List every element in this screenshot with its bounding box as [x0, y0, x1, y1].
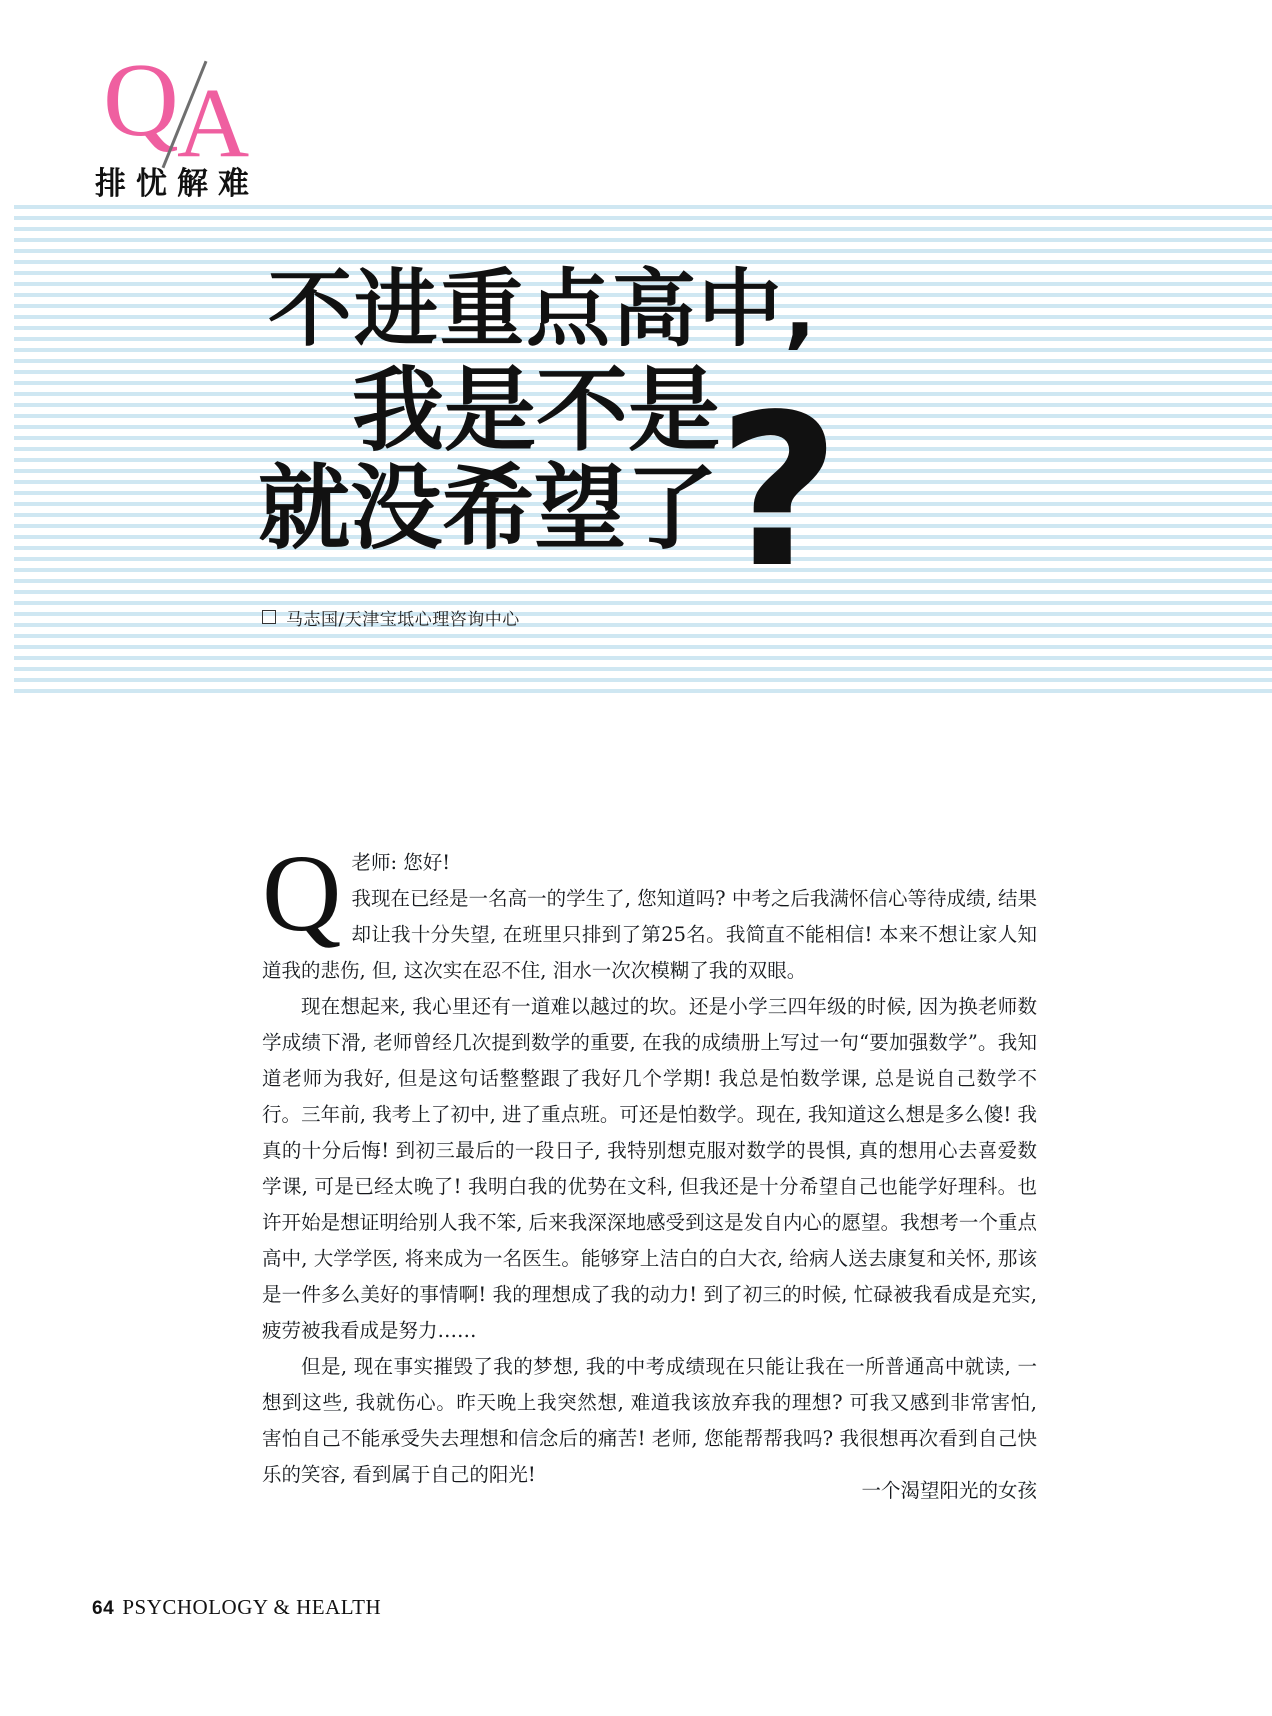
byline-text: 马志国/天津宝坻心理咨询中心	[286, 610, 520, 630]
logo-letter-q: Q	[103, 41, 177, 158]
square-bullet-icon	[262, 610, 276, 624]
drop-cap-q: Q	[262, 832, 342, 954]
headline-block	[0, 205, 1272, 695]
striped-banner	[0, 205, 1272, 695]
paragraph-2: 现在想起来, 我心里还有一道难以越过的坎。还是小学三四年级的时候, 因为换老师数学成绩下滑, 老师曾经几次提到数学的重要, 在我的成绩册上写过一句“要加强数学”。我知道老师为我好, 但是这句话整整跟了我好几个学期! 我总是怕数学课, 总是说自己数学不行。三年前, 我考上了初中, 进了重点班。可还是怕数学。现在, 我知道这么想是多么傻! 我真的十分后悔! 到初三最后的一段日子, 我特别想克服对数学的畏惧, 真的想用心去喜爱数学课, 可是已经太晚了! 我明白我的优势在文科, 但我还是十分希望自己也能学好理科。也许开始是想证明给别人我不笨, 后来我深深地感受到这是发自内心的愿望。我想考一个重点高中, 大学学医, 将来成为一名医生。能够穿上洁白的白大衣, 给病人送去康复和关怀, 那该是一件多么美好的事情啊! 我的理想成了我的动力! 到了初三的时候, 忙碌被我看成是充实, 疲劳被我看成是努力……	[262, 995, 1037, 1342]
headline-line-3: 就没希望了	[258, 455, 719, 562]
footer	[92, 1595, 381, 1620]
letter-opening	[262, 832, 1037, 989]
magazine-name: PSYCHOLOGY & HEALTH	[122, 1595, 382, 1619]
page-number: 64	[92, 1598, 115, 1619]
byline	[262, 605, 520, 630]
paragraph-salutation: 老师: 您好!	[351, 851, 451, 874]
paragraph-1: 我现在已经是一名高一的学生了, 您知道吗? 中考之后我满怀信心等待成绩, 结果却让我十分失望, 在班里只排到了第25名。我简直不能相信! 本来不想让家人知道我的悲伤, 但, 这次实在忍不住, 泪水一次次模糊了我的双眼。	[262, 887, 1037, 982]
qa-logo	[95, 41, 275, 178]
paragraph-3: 但是, 现在事实摧毁了我的梦想, 我的中考成绩现在只能让我在一所普通高中就读, 一想到这些, 我就伤心。昨天晚上我突然想, 难道我该放弃我的理想? 可我又感到非常害怕, 害怕自己不能承受失去理想和信念后的痛苦! 老师, 您能帮帮我吗? 我很想再次看到自己快乐的笑容, 看到属于自己的阳光!	[262, 1355, 1037, 1486]
headline-question-mark: ?	[718, 369, 840, 614]
section-title: 排忧解难	[95, 166, 259, 202]
headline-line-1: 不进重点高中,	[268, 260, 818, 358]
article-body	[262, 832, 1037, 1502]
headline-line-2: 我是不是	[352, 357, 721, 464]
letter-signature: 一个渴望阳光的女孩	[861, 1479, 1037, 1502]
masthead	[95, 41, 415, 215]
logo-letter-a: A	[177, 67, 250, 178]
